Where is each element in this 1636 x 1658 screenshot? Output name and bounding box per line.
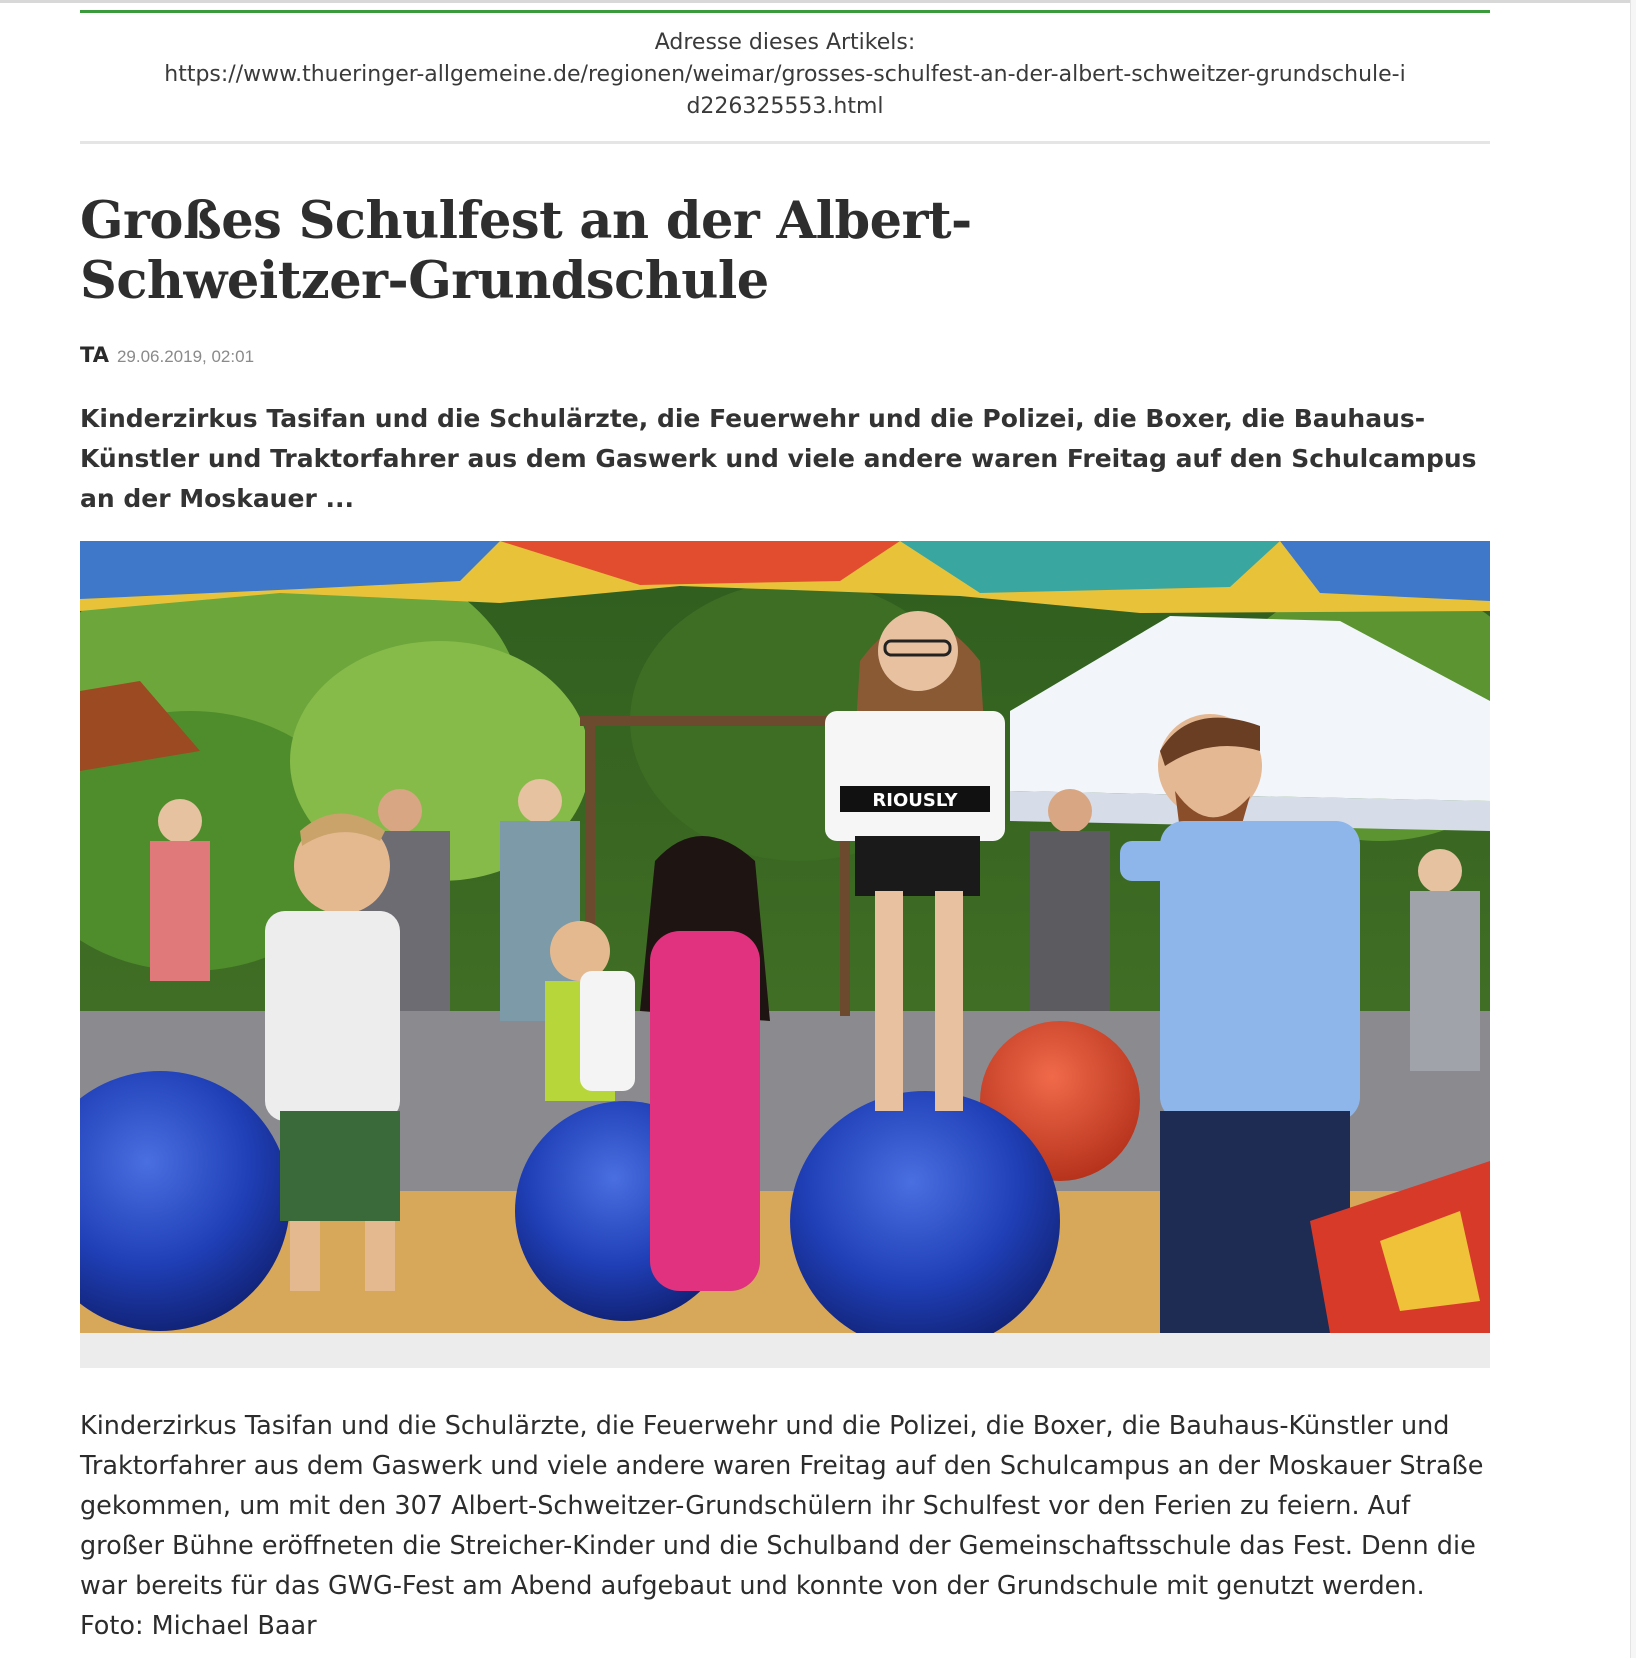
- article-photo: [80, 541, 1490, 1333]
- article-photo-frame: [80, 541, 1490, 1368]
- article-address-box: [80, 10, 1490, 144]
- scrollbar-track[interactable]: [1630, 0, 1636, 1658]
- article-source: TA: [80, 343, 109, 367]
- article-headline: Großes Schulfest an der Albert-Schweitzer-Grundschule: [80, 191, 972, 311]
- article-body: Kinderzirkus Tasifan und die Schulärzte, die Feuerwehr und die Polizei, die Boxer, die Bauhaus-Künstler und Traktorfahrer aus dem Gaswerk und viele andere waren Freitag auf den Schulcampus an der Moskauer Straße gekommen, um mit den 307 Albert-Schweitzer-Grundschülern ihr Schulfest vor den Ferien zu feiern. Auf großer Bühne eröffneten die Streicher-Kinder und die Schulband der Gemeinschaftsschule das Fest. Denn die war bereits für das GWG-Fest am Abend aufgebaut und konnte von der Grundschule mit genutzt werden. Foto: Michael Baar: [80, 1411, 1484, 1641]
- article-date: 29.06.2019, 02:01: [116, 347, 255, 366]
- address-url: https://www.thueringer-allgemeine.de/regionen/weimar/grosses-schulfest-an-der-albert-schweitzer-grundschule-id226325553.html: [164, 62, 1406, 119]
- article-meta: [80, 343, 1490, 367]
- article-teaser: Kinderzirkus Tasifan und die Schulärzte, die Feuerwehr und die Polizei, die Boxer, die Bauhaus-Künstler und Traktorfahrer aus dem Gaswerk und viele andere waren Freitag auf den Schulcampus an der Moskauer ...: [80, 404, 1477, 513]
- article-container: [80, 0, 1490, 1646]
- photo-shirt-text: RIOUSLY: [872, 790, 958, 811]
- address-label: Adresse dieses Artikels:: [654, 30, 916, 55]
